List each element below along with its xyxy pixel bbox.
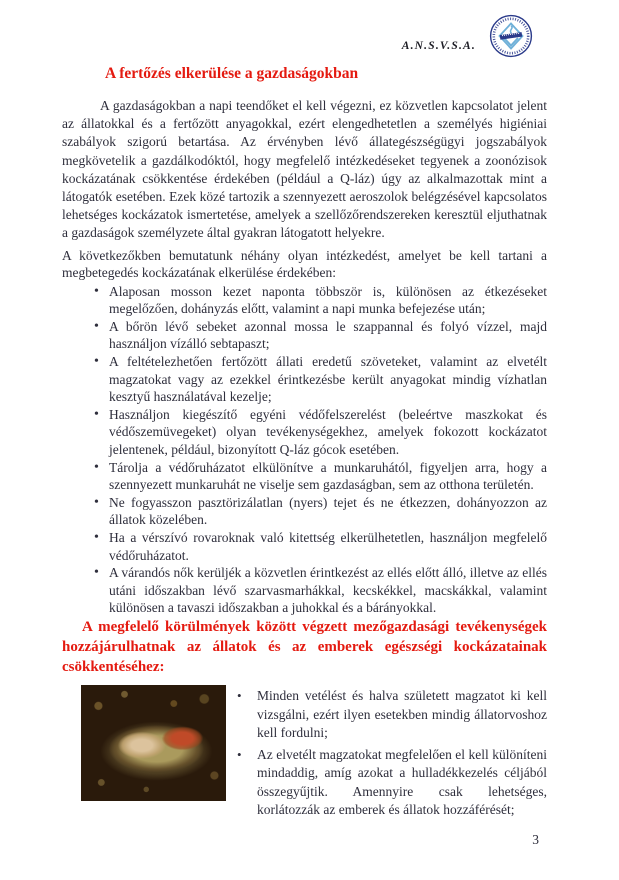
page-number: 3 <box>532 832 539 848</box>
page-title: A fertőzés elkerülése a gazdaságokban <box>105 65 359 82</box>
list-item <box>94 353 547 406</box>
intro-paragraph: A gazdaságokban a napi teendőket el kell végezni, ez közvetlen kapcsolatot jelent az állatokkal és a fertőzött anyagokkal, ezért elengedhetetlen a személyés higiéniai szabályok szigorú betartása. Az érvényben lévő állategészségügyi jogszabályok megkövetelik a gazdálkodóktól, hogy megfelelő intézkedéseket tegyenek a zoonózisok kockázatának csökkentése érdekében (például a Q-láz) úgy az alkalmazottak mint a látogatók esetében. Ezek közé tartozik a szennyezett aeroszolok belégzésével kapcsolatos lehetséges kockázatok ismertetése, amelyek a szellőzőrendszereken keresztül eljuthatnak a gazdaságok személyzete által gyakran látogatott helyekre. <box>62 98 547 241</box>
measures-list <box>62 283 547 617</box>
list-item <box>237 687 547 743</box>
page-header <box>62 8 533 58</box>
list-item-text: Ha a vérszívó rovaroknak való kitettség elkerülhetetlen, használjon megfelelő védőruházatot. <box>109 529 547 563</box>
list-item <box>94 529 547 564</box>
list-item-text: Ne fogyasszon pasztörizálatlan (nyers) tejet és ne étkezzen, dohányozzon az állatok közelében. <box>109 494 547 528</box>
section-heading: A megfelelő körülmények között végzett mezőgazdasági tevékenységek hozzájárulhatnak az állatok és az emberek egészségi kockázatainak csökkentéséhez: <box>62 618 547 675</box>
bottom-section <box>81 685 547 823</box>
list-item <box>94 283 547 318</box>
list-item <box>94 406 547 459</box>
list-item-text: Minden vetélést és halva született magzatot ki kell vizsgálni, ezért ilyen esetekben mindig állatorvoshoz kell fordulni; <box>257 687 547 741</box>
list-item <box>94 318 547 353</box>
list-item-text: Tárolja a védőruházatot elkülönítve a munkaruhától, figyeljen arra, hogy a szennyezett munkaruhát ne viselje sem gazdaságban, sem az otthona területén. <box>109 459 547 493</box>
org-name: A.N.S.V.S.A. <box>401 39 476 52</box>
list-item-text: A várandós nők kerüljék a közvetlen érintkezést az ellés előtt álló, illetve az ellés utáni időszakban lévő szarvasmarhákkal, kecskékkel, macskákkal, valamint különösen a tavaszi időszakban a juhokkal és a bárányokkal. <box>109 565 547 616</box>
list-item <box>237 746 547 820</box>
fetus-handling-list <box>237 687 547 823</box>
aborted-fetus-photo <box>81 685 226 801</box>
list-item-text: A bőrön lévő sebeket azonnal mossa le szappannal és folyó vízzel, majd használjon vízálló sebtapaszt; <box>109 318 547 352</box>
list-item-text: Az elvetélt magzatokat megfelelően el kell különíteni mindaddig, amíg azokat a hulladékkezelés céljából összegyűjtik. Amennyire csak lehetséges, korlátozzák az emberek és állatok hozzáférését; <box>257 746 547 818</box>
list-item <box>94 564 547 617</box>
lead-in-paragraph: A következőkben bemutatunk néhány olyan intézkedést, amelyet be kell tartani a megbetegedés kockázatának elkerülése érdekében: <box>62 247 547 281</box>
list-item-text: A feltételezhetően fertőzött állati eredetű szöveteket, valamint az elvetélt magzatokat vagy az ezekkel érintkezésbe került anyagokat mindig vízhatlan kesztyű használatával kezelje; <box>109 354 547 405</box>
list-item-text: Alaposan mosson kezet naponta többször is, különösen az étkezéseket megelőzően, dohányzás előtt, valamint a napi munka befejezése után; <box>109 283 547 317</box>
list-item <box>94 494 547 529</box>
org-seal-icon <box>489 14 533 58</box>
list-item <box>94 459 547 494</box>
list-item-text: Használjon kiegészítő egyéni védőfelszerelést (beleértve maszkokat és védőszemüvegeket) olyan tevékenységekhez, amelyek fokozott kockázatot jelentenek, például, bizonyított Q-láz gócok esetében. <box>109 406 547 457</box>
